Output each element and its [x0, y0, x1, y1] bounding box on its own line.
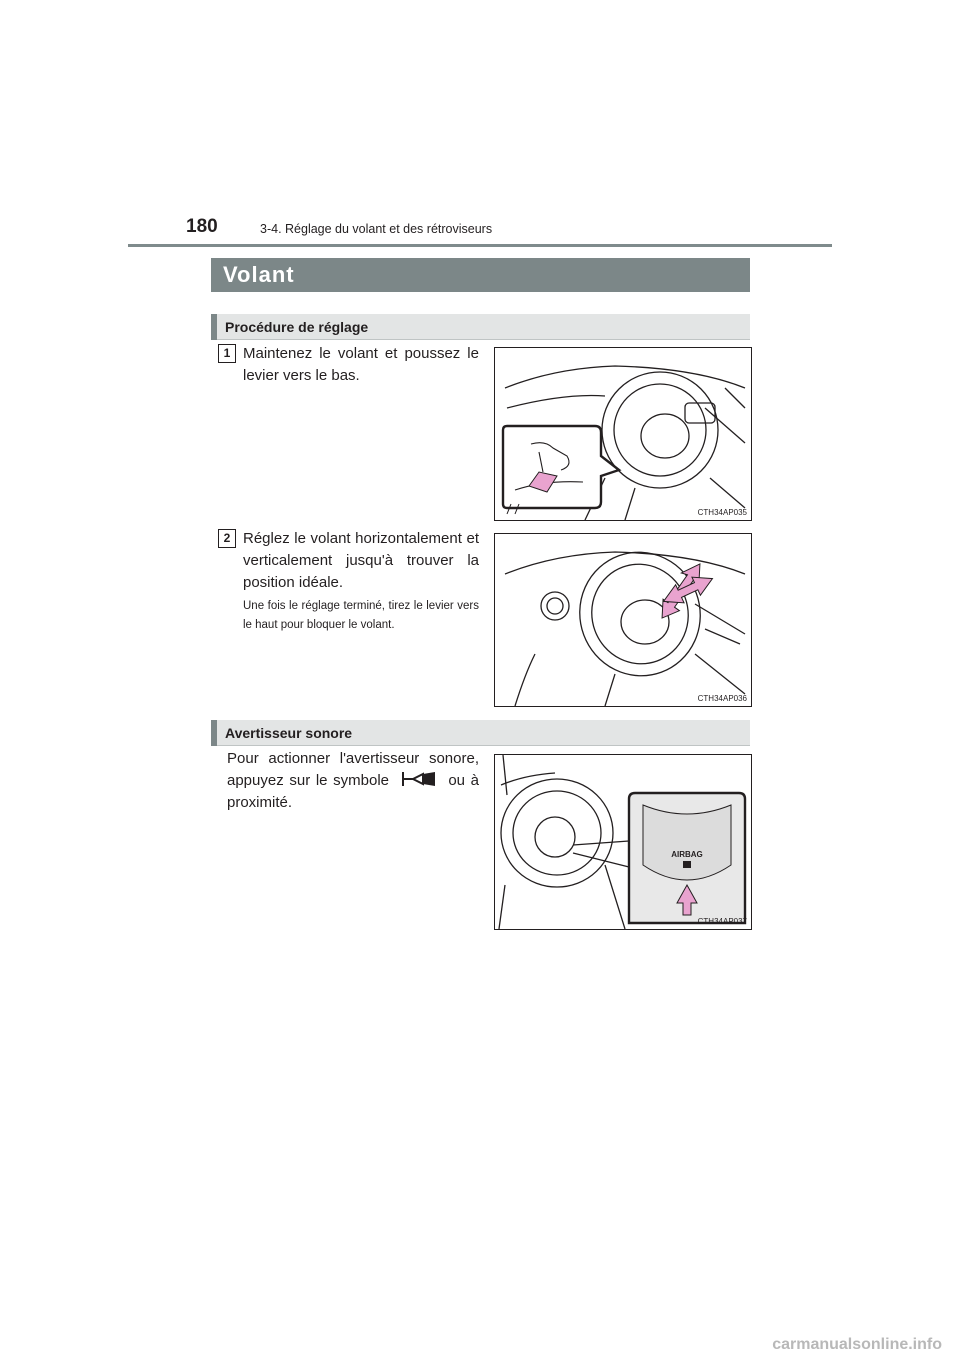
horn-text-before: Pour actionner l'avertisseur sonore, appuyez sur le symbole — [227, 750, 479, 789]
watermark: carmanualsonline.info — [772, 1336, 942, 1353]
header-rule — [128, 244, 832, 247]
page-number: 180 — [186, 216, 218, 237]
step-number-2: 2 — [218, 529, 236, 548]
horn-heading-bar — [211, 720, 750, 746]
step-2-note: Une fois le réglage terminé, tirez le levier vers le haut pour bloquer le volant. — [243, 600, 479, 631]
heading-accent — [211, 720, 217, 746]
horn-text-after: ou à proximité. — [227, 772, 479, 811]
horn-text — [227, 748, 479, 814]
horn-heading: Avertisseur sonore — [225, 725, 353, 741]
procedure-heading: Procédure de réglage — [225, 319, 369, 335]
step-2-text: Réglez le volant horizontalement et verticalement jusqu'à trouver la position idéale. — [243, 530, 479, 591]
page-title: Volant — [223, 262, 295, 287]
horn-icon — [399, 770, 439, 788]
step-1-text: Maintenez le volant et poussez le levier vers le bas. — [243, 345, 479, 384]
procedure-heading-bar — [211, 314, 750, 340]
page-title-bar — [211, 258, 750, 292]
heading-accent — [211, 314, 217, 340]
section-title: 3-4. Réglage du volant et des rétroviseurs — [260, 222, 493, 236]
figure-code-2: CTH34AP036 — [697, 694, 747, 703]
figure-horn — [494, 754, 752, 930]
adjust-arrows-icon — [654, 558, 717, 624]
step-number-1: 1 — [218, 344, 236, 363]
figure-lever — [494, 347, 752, 521]
figure-code-3: CTH34AP037 — [697, 917, 747, 926]
airbag-label: AIRBAG — [671, 850, 703, 859]
figure-adjust — [494, 533, 752, 707]
steering-wheel-icon — [495, 348, 751, 520]
figure-code-1: CTH34AP035 — [697, 508, 747, 517]
